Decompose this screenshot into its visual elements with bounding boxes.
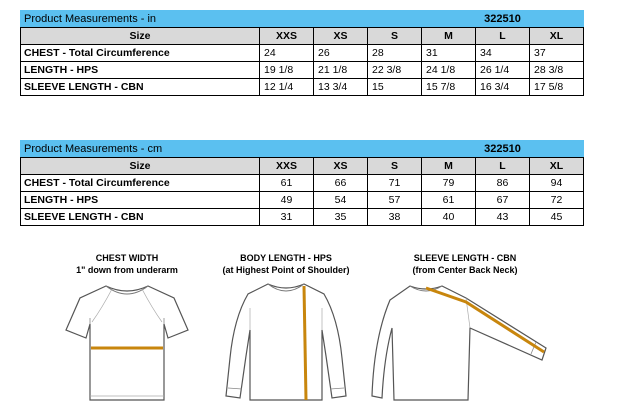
table-row — [21, 192, 584, 209]
sleeve-length-diagram — [370, 252, 560, 408]
size-xs: XS — [314, 158, 368, 175]
cell-value: 24 — [260, 45, 314, 62]
cell-value: 86 — [476, 175, 530, 192]
size-header-row — [21, 28, 584, 45]
cell-value: 31 — [260, 209, 314, 226]
row-label: SLEEVE LENGTH - CBN — [21, 79, 260, 96]
size-xs: XS — [314, 28, 368, 45]
cell-value: 54 — [314, 192, 368, 209]
table-row — [21, 175, 584, 192]
cell-value: 45 — [530, 209, 584, 226]
cell-value: 19 1/8 — [260, 62, 314, 79]
size-header: Size — [21, 28, 260, 45]
cell-value: 24 1/8 — [422, 62, 476, 79]
row-label: CHEST - Total Circumference — [21, 175, 260, 192]
product-code: 322510 — [422, 141, 584, 158]
cell-value: 37 — [530, 45, 584, 62]
inches-table — [20, 10, 584, 96]
cell-value: 16 3/4 — [476, 79, 530, 96]
cell-value: 61 — [422, 192, 476, 209]
cell-value: 35 — [314, 209, 368, 226]
table-title-row — [21, 141, 584, 158]
table-row — [21, 45, 584, 62]
table-row — [21, 62, 584, 79]
cell-value: 61 — [260, 175, 314, 192]
table-title: Product Measurements - in — [21, 11, 422, 28]
diagram-caption-title: CHEST WIDTH — [95, 253, 159, 263]
chest-width-diagram — [52, 252, 202, 408]
table-row — [21, 79, 584, 96]
size-xxs: XXS — [260, 158, 314, 175]
cell-value: 21 1/8 — [314, 62, 368, 79]
cell-value: 34 — [476, 45, 530, 62]
cell-value: 22 3/8 — [368, 62, 422, 79]
long-sleeve-shirt-icon — [216, 278, 356, 408]
size-s: S — [368, 28, 422, 45]
cell-value: 12 1/4 — [260, 79, 314, 96]
diagram-caption-subtitle: (from Center Back Neck) — [412, 265, 518, 275]
size-header: Size — [21, 158, 260, 175]
body-length-diagram — [206, 252, 366, 408]
size-xl: XL — [530, 28, 584, 45]
cell-value: 40 — [422, 209, 476, 226]
table-title: Product Measurements - cm — [21, 141, 422, 158]
cell-value: 15 — [368, 79, 422, 96]
long-sleeve-shirt-side-icon — [370, 278, 560, 408]
cell-value: 71 — [368, 175, 422, 192]
cell-value: 13 3/4 — [314, 79, 368, 96]
diagram-caption-title: SLEEVE LENGTH - CBN — [413, 253, 517, 263]
table-row — [21, 209, 584, 226]
product-code: 322510 — [422, 11, 584, 28]
cell-value: 94 — [530, 175, 584, 192]
row-label: LENGTH - HPS — [21, 192, 260, 209]
cell-value: 28 3/8 — [530, 62, 584, 79]
cell-value: 17 5/8 — [530, 79, 584, 96]
cell-value: 38 — [368, 209, 422, 226]
cell-value: 49 — [260, 192, 314, 209]
diagram-caption-subtitle: (at Highest Point of Shoulder) — [222, 265, 350, 275]
cell-value: 57 — [368, 192, 422, 209]
cell-value: 66 — [314, 175, 368, 192]
row-label: CHEST - Total Circumference — [21, 45, 260, 62]
size-l: L — [476, 158, 530, 175]
size-xxs: XXS — [260, 28, 314, 45]
cell-value: 28 — [368, 45, 422, 62]
cell-value: 31 — [422, 45, 476, 62]
size-l: L — [476, 28, 530, 45]
row-label: LENGTH - HPS — [21, 62, 260, 79]
size-header-row — [21, 158, 584, 175]
cell-value: 26 — [314, 45, 368, 62]
cell-value: 15 7/8 — [422, 79, 476, 96]
size-m: M — [422, 158, 476, 175]
cell-value: 43 — [476, 209, 530, 226]
diagram-caption-title: BODY LENGTH - HPS — [240, 253, 332, 263]
size-m: M — [422, 28, 476, 45]
cell-value: 72 — [530, 192, 584, 209]
size-s: S — [368, 158, 422, 175]
diagram-caption-subtitle: 1" down from underarm — [76, 265, 178, 275]
cell-value: 26 1/4 — [476, 62, 530, 79]
size-xl: XL — [530, 158, 584, 175]
table-title-row — [21, 11, 584, 28]
cell-value: 67 — [476, 192, 530, 209]
cell-value: 79 — [422, 175, 476, 192]
centimeters-table — [20, 140, 584, 226]
tshirt-icon — [62, 278, 192, 408]
row-label: SLEEVE LENGTH - CBN — [21, 209, 260, 226]
